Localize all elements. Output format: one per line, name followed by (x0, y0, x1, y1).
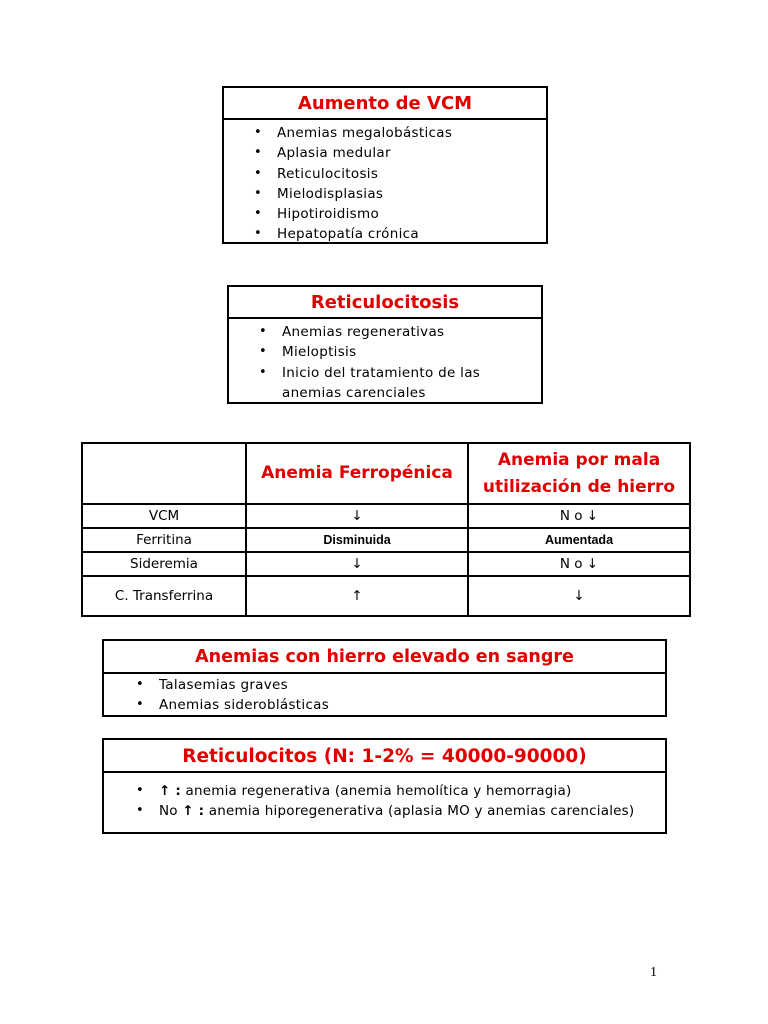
row-label: Sideremia (82, 552, 246, 576)
table-header-ferropenica: Anemia Ferropénica (246, 443, 468, 504)
bullet-icon: • (254, 165, 262, 181)
bullet-icon: • (136, 697, 144, 713)
bullet-icon: • (254, 125, 262, 140)
box-reticulocitos (102, 738, 667, 834)
table-header-row (82, 443, 690, 504)
table-row (82, 504, 690, 528)
row-label: Ferritina (82, 528, 246, 552)
row-label: VCM (82, 504, 246, 528)
table-cell: N o ↓ (468, 552, 690, 576)
list-item: • Hipotiroidismo (277, 204, 546, 224)
table-row (82, 528, 690, 552)
box-title: Reticulocitosis (229, 287, 541, 319)
list-item: • Hepatopatía crónica (277, 224, 546, 244)
bullet-icon: • (254, 206, 262, 222)
bullet-icon: • (136, 803, 144, 819)
list-item: • Reticulocitosis (277, 164, 546, 184)
bullet-icon: • (254, 226, 262, 242)
list-item: • Mielodisplasias (277, 184, 546, 204)
bullet-icon: • (136, 783, 144, 798)
arrow-down-icon: ↓ (468, 576, 690, 616)
bullet-icon: • (254, 185, 262, 201)
bullet-icon: • (136, 677, 144, 692)
bullet-list (224, 120, 546, 245)
arrow-up-icon: ↑ : (159, 783, 182, 799)
bullet-list (104, 773, 665, 822)
box-reticulocitosis (227, 285, 543, 404)
list-item-continuation: anemias carenciales (282, 384, 426, 401)
box-aumento-vcm (222, 86, 548, 244)
box-title: Reticulocitos (N: 1-2% = 40000-90000) (104, 740, 665, 773)
box-hierro-elevado (102, 639, 667, 717)
list-item: • Mieloptisis (282, 342, 541, 362)
box-title: Aumento de VCM (224, 88, 546, 120)
table-row (82, 552, 690, 576)
bullet-list (229, 319, 541, 403)
table-row (82, 576, 690, 616)
arrow-down-icon: ↓ (246, 552, 468, 576)
table-header-empty (82, 443, 246, 504)
bullet-icon: • (259, 324, 267, 339)
bullet-icon: • (259, 364, 267, 380)
page-number: 1 (650, 965, 657, 980)
bullet-icon: • (254, 145, 262, 161)
table-cell: Aumentada (468, 528, 690, 552)
table-cell: N o ↓ (468, 504, 690, 528)
list-item: • ↑ : anemia regenerativa (anemia hemolítica y hemorragia) (159, 781, 665, 801)
list-item: • No ↑ : anemia hiporegenerativa (aplasia MO y anemias carenciales) (159, 801, 665, 821)
row-label: C. Transferrina (82, 576, 246, 616)
bullet-icon: • (259, 344, 267, 360)
arrow-up-icon: ↑ : (182, 803, 205, 820)
list-item: • Anemias sideroblásticas (159, 695, 665, 715)
list-item: • Inicio del tratamiento de las (282, 363, 541, 383)
arrow-down-icon: ↓ (246, 504, 468, 528)
list-item: • Talasemias graves (159, 675, 665, 695)
bullet-list (104, 674, 665, 716)
table-header-mala-utilizacion: Anemia por mala utilización de hierro (468, 443, 690, 504)
box-title: Anemias con hierro elevado en sangre (104, 641, 665, 674)
comparison-table (81, 442, 691, 617)
list-item: • Anemias megalobásticas (277, 123, 546, 143)
list-item: • Aplasia medular (277, 143, 546, 163)
list-item: • Anemias regenerativas (282, 322, 541, 342)
table-cell: Disminuida (246, 528, 468, 552)
arrow-up-icon: ↑ (246, 576, 468, 616)
